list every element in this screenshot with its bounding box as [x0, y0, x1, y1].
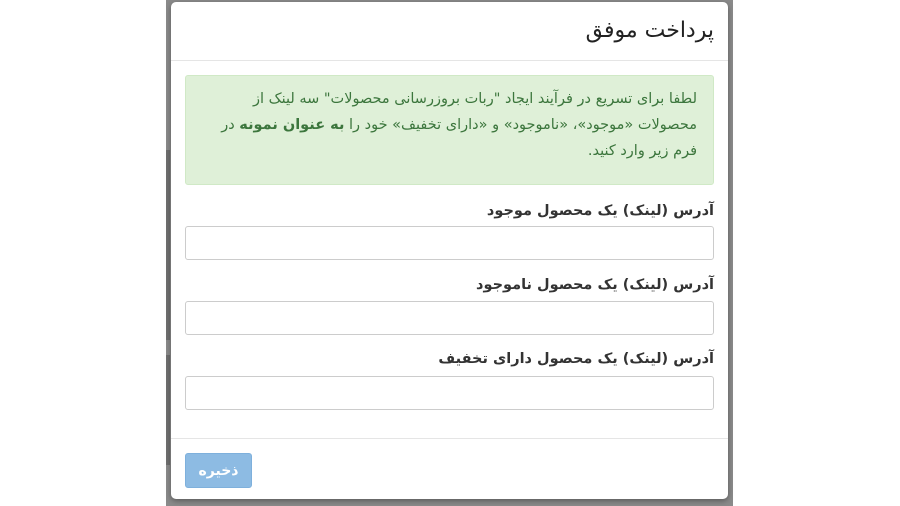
discounted-link-input[interactable]	[185, 376, 714, 410]
modal-footer-divider	[171, 438, 728, 439]
save-button[interactable]: ذخیره	[185, 453, 252, 488]
success-alert	[185, 75, 714, 185]
payment-success-modal	[171, 2, 728, 499]
backdrop-page-edge	[166, 150, 170, 340]
discounted-link-label: آدرس (لینک) یک محصول دارای تخفیف	[438, 351, 714, 367]
alert-bold-text: به عنوان نمونه	[239, 117, 345, 133]
alert-text-end: در فرم زیر وارد کنید.	[221, 117, 697, 159]
out-of-stock-link-input[interactable]	[185, 301, 714, 335]
out-of-stock-link-label: آدرس (لینک) یک محصول ناموجود	[476, 277, 714, 293]
modal-header	[171, 2, 728, 61]
alert-text: لطفا برای تسریع در فرآیند ایجاد "ربات بروزرسانی محصولات" سه لینک از محصولات «موجود»، «ناموجود» و «دارای تخفیف» خود را	[252, 91, 697, 133]
in-stock-link-input[interactable]	[185, 226, 714, 260]
in-stock-link-label: آدرس (لینک) یک محصول موجود	[486, 203, 714, 219]
backdrop-page-edge	[166, 355, 170, 465]
modal-title: پرداخت موفق	[585, 18, 714, 43]
